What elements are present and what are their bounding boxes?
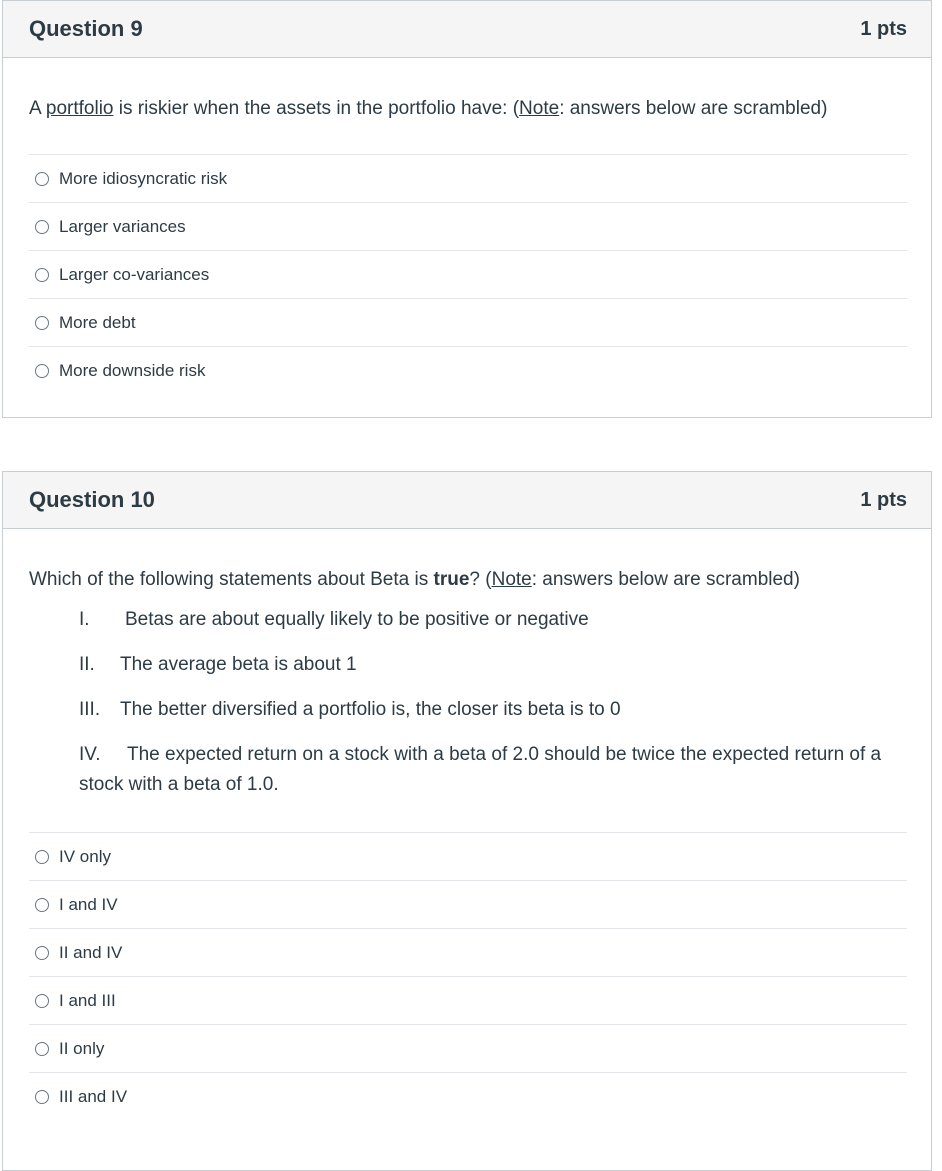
question-10-text: Which of the following statements about Beta is true? (Note: answers below are scrambled) xyxy=(29,569,800,590)
answer-option[interactable] xyxy=(29,251,907,299)
radio-button[interactable] xyxy=(35,1090,49,1104)
question-9-header xyxy=(3,1,931,58)
question-points: 1 pts xyxy=(860,17,907,40)
answer-label: I and IV xyxy=(59,894,118,914)
question-points: 1 pts xyxy=(860,488,907,511)
answer-option[interactable] xyxy=(29,977,907,1025)
answer-option[interactable] xyxy=(29,203,907,251)
answer-label: More debt xyxy=(59,312,136,332)
radio-button[interactable] xyxy=(35,994,49,1008)
question-10-header xyxy=(3,472,931,529)
answer-label: Larger co-variances xyxy=(59,264,210,284)
answer-option[interactable] xyxy=(29,347,907,394)
statement-list xyxy=(29,605,907,800)
answer-option[interactable] xyxy=(29,299,907,347)
answer-label: IV only xyxy=(59,846,111,866)
answer-list xyxy=(29,154,907,394)
statement-item: III. The better diversified a portfolio is, the closer its beta is to 0 xyxy=(79,699,621,720)
radio-button[interactable] xyxy=(35,268,49,282)
note-label: Note xyxy=(491,569,532,590)
radio-button[interactable] xyxy=(35,220,49,234)
portfolio-link[interactable]: portfolio xyxy=(45,98,114,119)
question-9-card xyxy=(2,0,932,418)
answer-label: III and IV xyxy=(59,1086,128,1106)
statement-item: IV. The expected return on a stock with a beta of 2.0 should be twice the expected return of a stock with a beta of 1.0. xyxy=(79,744,882,795)
answer-option[interactable] xyxy=(29,833,907,881)
answer-option[interactable] xyxy=(29,155,907,203)
answer-label: More downside risk xyxy=(59,360,206,380)
answer-label: I and III xyxy=(59,990,116,1010)
answer-option[interactable] xyxy=(29,881,907,929)
question-9-body xyxy=(3,96,931,394)
radio-button[interactable] xyxy=(35,316,49,330)
radio-button[interactable] xyxy=(35,1042,49,1056)
answer-label: II only xyxy=(59,1038,105,1058)
question-10-card xyxy=(2,471,932,1171)
answer-label: II and IV xyxy=(59,942,123,962)
answer-list xyxy=(29,832,907,1120)
question-title: Question 10 xyxy=(29,487,155,512)
radio-button[interactable] xyxy=(35,946,49,960)
question-10-body xyxy=(3,567,931,1120)
question-9-text: A portfolio is riskier when the assets in the portfolio have: (Note: answers below are scrambled) xyxy=(29,98,828,119)
question-title: Question 9 xyxy=(29,16,143,41)
answer-label: Larger variances xyxy=(59,216,186,236)
answer-option[interactable] xyxy=(29,1025,907,1073)
note-label: Note xyxy=(519,98,560,119)
statement-item: I. Betas are about equally likely to be positive or negative xyxy=(79,609,589,630)
answer-label: More idiosyncratic risk xyxy=(59,168,228,188)
answer-option[interactable] xyxy=(29,929,907,977)
answer-option[interactable] xyxy=(29,1073,907,1120)
radio-button[interactable] xyxy=(35,364,49,378)
radio-button[interactable] xyxy=(35,850,49,864)
radio-button[interactable] xyxy=(35,172,49,186)
radio-button[interactable] xyxy=(35,898,49,912)
statement-item: II. The average beta is about 1 xyxy=(79,654,357,675)
